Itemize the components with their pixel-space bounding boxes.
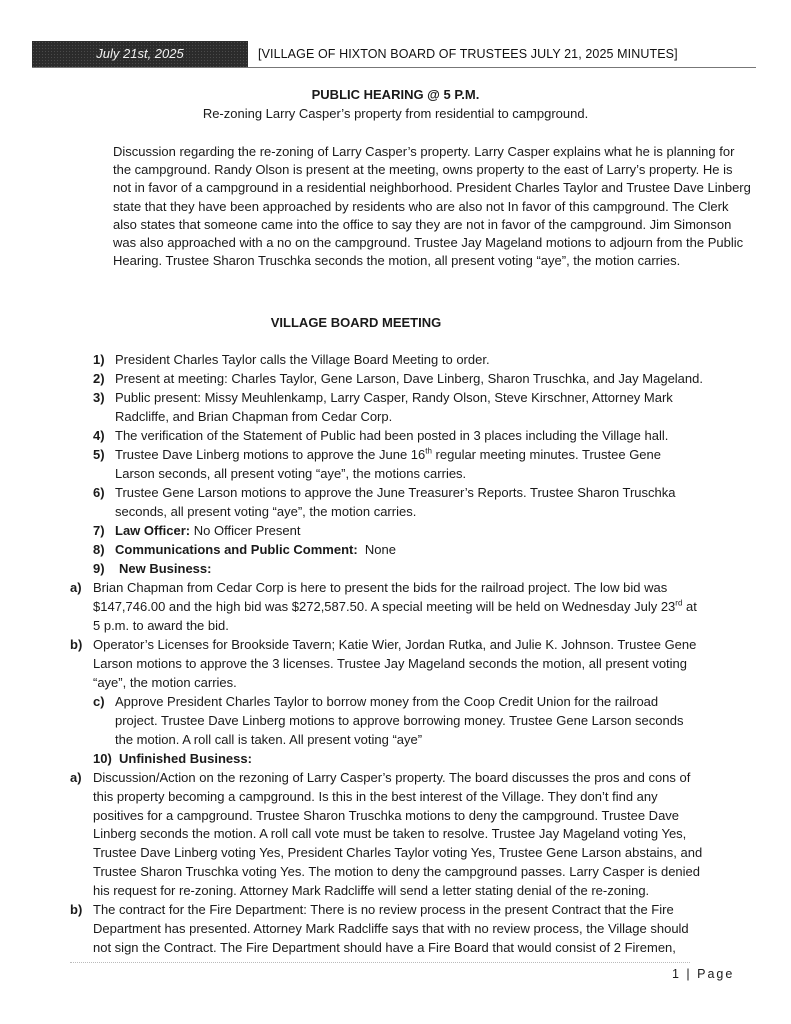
item-text-line: Operator’s Licenses for Brookside Tavern; Katie Wier, Jordan Rutka, and Julie K. Johnson. Trustee Gene (93, 637, 697, 652)
item-text (115, 522, 300, 541)
public-hearing-title: PUBLIC HEARING @ 5 P.M. (311, 87, 480, 102)
ordinal-suffix: rd (675, 598, 683, 608)
page-number: 1 | Page (672, 967, 735, 981)
item-number: 10) (93, 751, 112, 766)
item-number: 7) (93, 523, 105, 538)
item-text-line: The contract for the Fire Department: There is no review process in the present Contract that the Fire (93, 902, 674, 917)
item-text-line: positives for a campground. Trustee Sharon Truschka motions to deny the campground. Trustee Dave (93, 807, 680, 823)
item-text-line: project. Trustee Dave Linberg motions to approve borrowing money. Trustee Gene Larson seconds (115, 712, 684, 728)
header-date: July 21st, 2025 (32, 41, 248, 67)
item-text-line (93, 598, 697, 617)
item-text-line: Public present: Missy Meuhlenkamp, Larry Casper, Randy Olson, Steve Kirschner, Attorney Mark (115, 390, 673, 405)
item-text-line: “aye”, the motion carries. (93, 674, 237, 690)
item-text-part: Trustee Dave Linberg motions to approve the June 16 (115, 447, 426, 462)
item-text-line: Linberg seconds the motion. A roll call vote must be taken to resolve. Trustee Jay Mageland voting Yes, (93, 826, 687, 842)
item-text-line: this property becoming a campground. Is this in the best interest of the Village. They don’t find any (93, 788, 658, 804)
item-text-line: Department has presented. Attorney Mark Radcliffe says that with no review process, the Village should (93, 920, 689, 936)
item-letter: a) (70, 770, 82, 785)
item-letter: b) (70, 637, 83, 652)
item-letter: b) (70, 902, 83, 917)
item-text-part: regular meeting minutes. Trustee Gene (431, 447, 661, 462)
item-text-line: Trustee Sharon Truschka voting Yes. The motion to deny the campground passes. Larry Casper is denied (93, 864, 701, 879)
document-title: [VILLAGE OF HIXTON BOARD OF TRUSTEES JULY 21, 2025 MINUTES] (258, 47, 678, 61)
item-text-line (115, 446, 661, 465)
item-number: 6) (93, 485, 105, 500)
item-label: Law Officer: (115, 523, 191, 538)
item-value: No Officer Present (190, 523, 301, 538)
item-letter: a) (70, 580, 82, 595)
item-text-line: Trustee Dave Linberg voting Yes, President Charles Taylor voting Yes, Trustee Gene Larson abstains, and (93, 845, 703, 861)
item-text-part: at (682, 598, 697, 614)
item-number: 3) (93, 390, 105, 405)
item-text: President Charles Taylor calls the Village Board Meeting to order. (115, 352, 490, 367)
item-text-line: seconds, all present voting “aye”, the motion carries. (115, 503, 417, 519)
item-number: 2) (93, 371, 105, 386)
item-text-line: Brian Chapman from Cedar Corp is here to present the bids for the railroad project. The low bid was (93, 580, 668, 595)
header-divider (32, 67, 756, 68)
item-number: 1) (93, 352, 105, 367)
item-text-line: Trustee Gene Larson motions to approve the June Treasurer’s Reports. Trustee Sharon Truschka (115, 485, 676, 500)
item-label: Communications and Public Comment: (115, 542, 358, 557)
item-number: 9) (93, 561, 105, 576)
page-cut-edge (70, 962, 690, 964)
public-hearing-subtitle: Re-zoning Larry Casper’s property from residential to campground. (202, 106, 589, 121)
item-text-line: Radcliffe, and Brian Chapman from Cedar Corp. (115, 408, 393, 424)
item-number: 5) (93, 447, 105, 462)
item-text (115, 541, 396, 560)
public-hearing-discussion: Discussion regarding the re-zoning of Larry Casper’s property. Larry Casper explains what he is planning for the campground. Randy Olson is present at the meeting, owns property to the east of Larry’s property. He is not in favor of a campground in a residential neighborhood. President Charles Taylor and Trustee Dave Linberg state that they have been approached by residents who are also not In favor of this campground. The Clerk also states that someone came into the office to say they are not in favor of the campground. Jim Simonson was also approached with a no on the campground. Trustee Jay Mageland motions to adjourn from the Public Hearing. Trustee Sharon Truschka seconds the motion, all present voting “aye”, the motion carries. (113, 144, 751, 269)
item-text-line: Approve President Charles Taylor to borrow money from the Coop Credit Union for the railroad (115, 694, 659, 709)
item-text-line: Larson motions to approve the 3 licenses. Trustee Jay Mageland seconds the motion, all present voting (93, 655, 688, 671)
item-text-part: $147,746.00 and the high bid was $272,587.50. A special meeting will be held on Wednesday July 23 (93, 598, 676, 614)
item-text-line: Larson seconds, all present voting “aye”, the motions carries. (115, 465, 467, 481)
item-text-line: not sign the Contract. The Fire Department should have a Fire Board that would consist of 2 Firemen, (93, 939, 676, 955)
item-label: New Business: (119, 561, 212, 576)
item-number: 8) (93, 542, 105, 557)
board-meeting-title: VILLAGE BOARD MEETING (270, 315, 442, 330)
item-text-line: the motion. A roll call is taken. All present voting “aye” (115, 731, 423, 747)
item-text: The verification of the Statement of Public had been posted in 3 places including the Village hall. (115, 428, 669, 443)
item-number: 4) (93, 428, 105, 443)
item-text-line: his request for re-zoning. Attorney Mark Radcliffe will send a letter stating denial of the re-zoning. (93, 882, 650, 898)
item-text: Present at meeting: Charles Taylor, Gene Larson, Dave Linberg, Sharon Truschka, and Jay Mageland. (115, 371, 703, 386)
item-text-line: 5 p.m. to award the bid. (93, 617, 229, 633)
item-label: Unfinished Business: (119, 751, 252, 766)
item-text-line: Discussion/Action on the rezoning of Larry Casper’s property. The board discusses the pros and cons of (93, 770, 691, 785)
item-letter: c) (93, 694, 105, 709)
ordinal-suffix: th (425, 446, 432, 456)
page-header (32, 41, 756, 67)
item-value: None (357, 542, 396, 557)
